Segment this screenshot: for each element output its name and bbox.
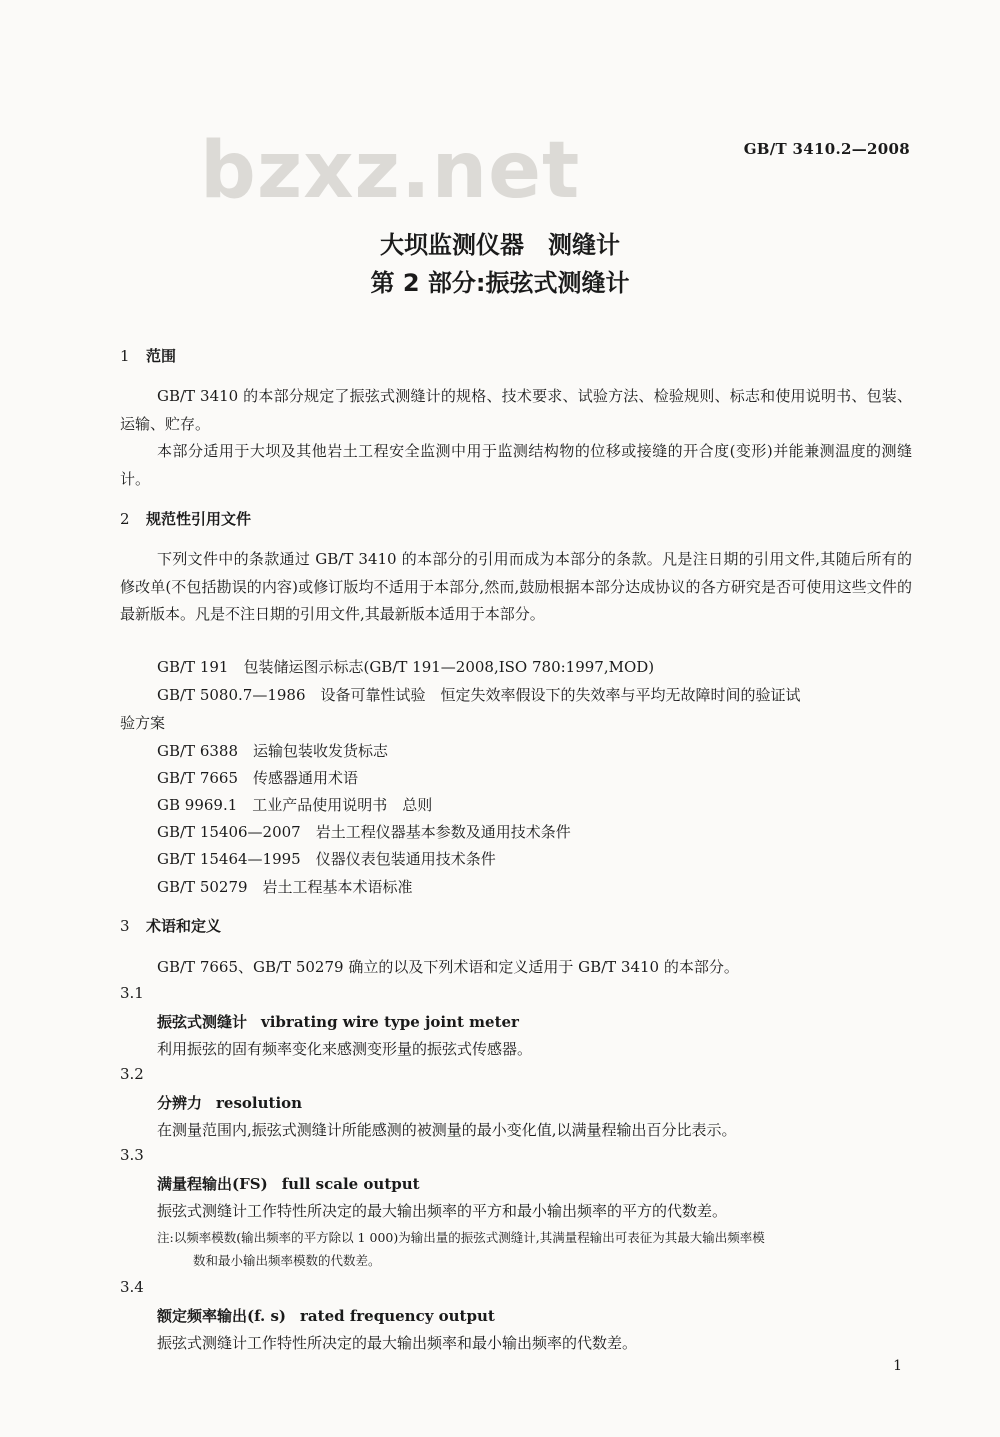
reference-item: GB/T 191 包装储运图示标志(GB/T 191—2008,ISO 780:1997,MOD) (157, 658, 655, 676)
term-english: rated frequency output (300, 1307, 495, 1325)
reference-item: GB/T 50279 岩土工程基本术语标准 (157, 878, 413, 896)
term-number: 3.3 (120, 1146, 144, 1164)
reference-item: GB/T 6388 运输包装收发货标志 (157, 742, 389, 760)
reference-item: GB/T 5080.7—1986 设备可靠性试验 恒定失效率假设下的失效率与平均无故障时间的验证试 (157, 686, 801, 704)
section-3-heading (120, 915, 221, 936)
term-chinese: 满量程输出(FS) (157, 1175, 268, 1193)
reference-item: GB/T 7665 传感器通用术语 (157, 769, 359, 787)
term-heading (157, 1173, 420, 1194)
term-heading (157, 1092, 302, 1113)
term-heading (157, 1305, 495, 1326)
section-1-paragraph-2: 本部分适用于大坝及其他岩土工程安全监测中用于监测结构物的位移或接缝的开合度(变形)并能兼测温度的测缝计。 (120, 442, 912, 488)
section-number: 2 (120, 510, 130, 528)
section-2-paragraph-1: 下列文件中的条款通过 GB/T 3410 的本部分的引用而成为本部分的条款。凡是注日期的引用文件,其随后所有的修改单(不包括勘误的内容)或修订版均不适用于本部分,然而,鼓励根据本部分达成协议的各方研究是否可使用这些文件的最新版本。凡是不注日期的引用文件,其最新版本适用于本部分。 (120, 550, 912, 623)
section-title: 规范性引用文件 (146, 510, 252, 528)
section-number: 3 (120, 917, 130, 935)
term-note (157, 1226, 912, 1272)
term-chinese: 振弦式测缝计 (157, 1013, 248, 1031)
term-definition: 振弦式测缝计工作特性所决定的最大输出频率和最小输出频率的代数差。 (157, 1334, 638, 1352)
watermark: bzxz.net (200, 126, 581, 216)
title-line-1: 大坝监测仪器 测缝计 (380, 231, 620, 259)
term-english: full scale output (281, 1175, 420, 1193)
term-number: 3.2 (120, 1065, 144, 1083)
document-number: GB/T 3410.2—2008 (743, 140, 910, 158)
section-1-paragraph-1: GB/T 3410 的本部分规定了振弦式测缝计的规格、技术要求、试验方法、检验规则、标志和使用说明书、包装、运输、贮存。 (120, 387, 912, 433)
term-number: 3.1 (120, 984, 144, 1002)
section-title: 术语和定义 (146, 917, 222, 935)
term-chinese: 分辨力 (157, 1094, 203, 1112)
section-number: 1 (120, 347, 130, 365)
note-line-1: 注:以频率模数(输出频率的平方除以 1 000)为输出量的振弦式测缝计,其满量程输出可表征为其最大输出频率模 (157, 1230, 765, 1245)
term-definition: 利用振弦的固有频率变化来感测变形量的振弦式传感器。 (157, 1040, 533, 1058)
note-line-2: 数和最小输出频率模数的代数差。 (193, 1253, 381, 1268)
section-2-heading (120, 508, 251, 529)
term-english: resolution (216, 1094, 303, 1112)
reference-item: GB/T 15464—1995 仪器仪表包装通用技术条件 (157, 850, 496, 868)
section-3-paragraph-1: GB/T 7665、GB/T 50279 确立的以及下列术语和定义适用于 GB/T 3410 的本部分。 (157, 958, 739, 976)
term-chinese: 额定频率输出(f. s) (157, 1307, 287, 1325)
term-english: vibrating wire type joint meter (261, 1013, 519, 1031)
title-line-2: 第 2 部分:振弦式测缝计 (370, 269, 630, 297)
term-definition: 在测量范围内,振弦式测缝计所能感测的被测量的最小变化值,以满量程输出百分比表示。 (157, 1121, 737, 1139)
page-number: 1 (893, 1358, 902, 1374)
term-heading (157, 1011, 519, 1032)
term-number: 3.4 (120, 1278, 144, 1296)
reference-item-continuation: 验方案 (120, 714, 166, 732)
term-definition: 振弦式测缝计工作特性所决定的最大输出频率的平方和最小输出频率的平方的代数差。 (157, 1202, 728, 1220)
reference-item: GB/T 15406—2007 岩土工程仪器基本参数及通用技术条件 (157, 823, 571, 841)
section-title: 范围 (146, 347, 177, 365)
section-1-heading (120, 345, 176, 366)
reference-item: GB 9969.1 工业产品使用说明书 总则 (157, 796, 433, 814)
document-title (0, 226, 1000, 302)
